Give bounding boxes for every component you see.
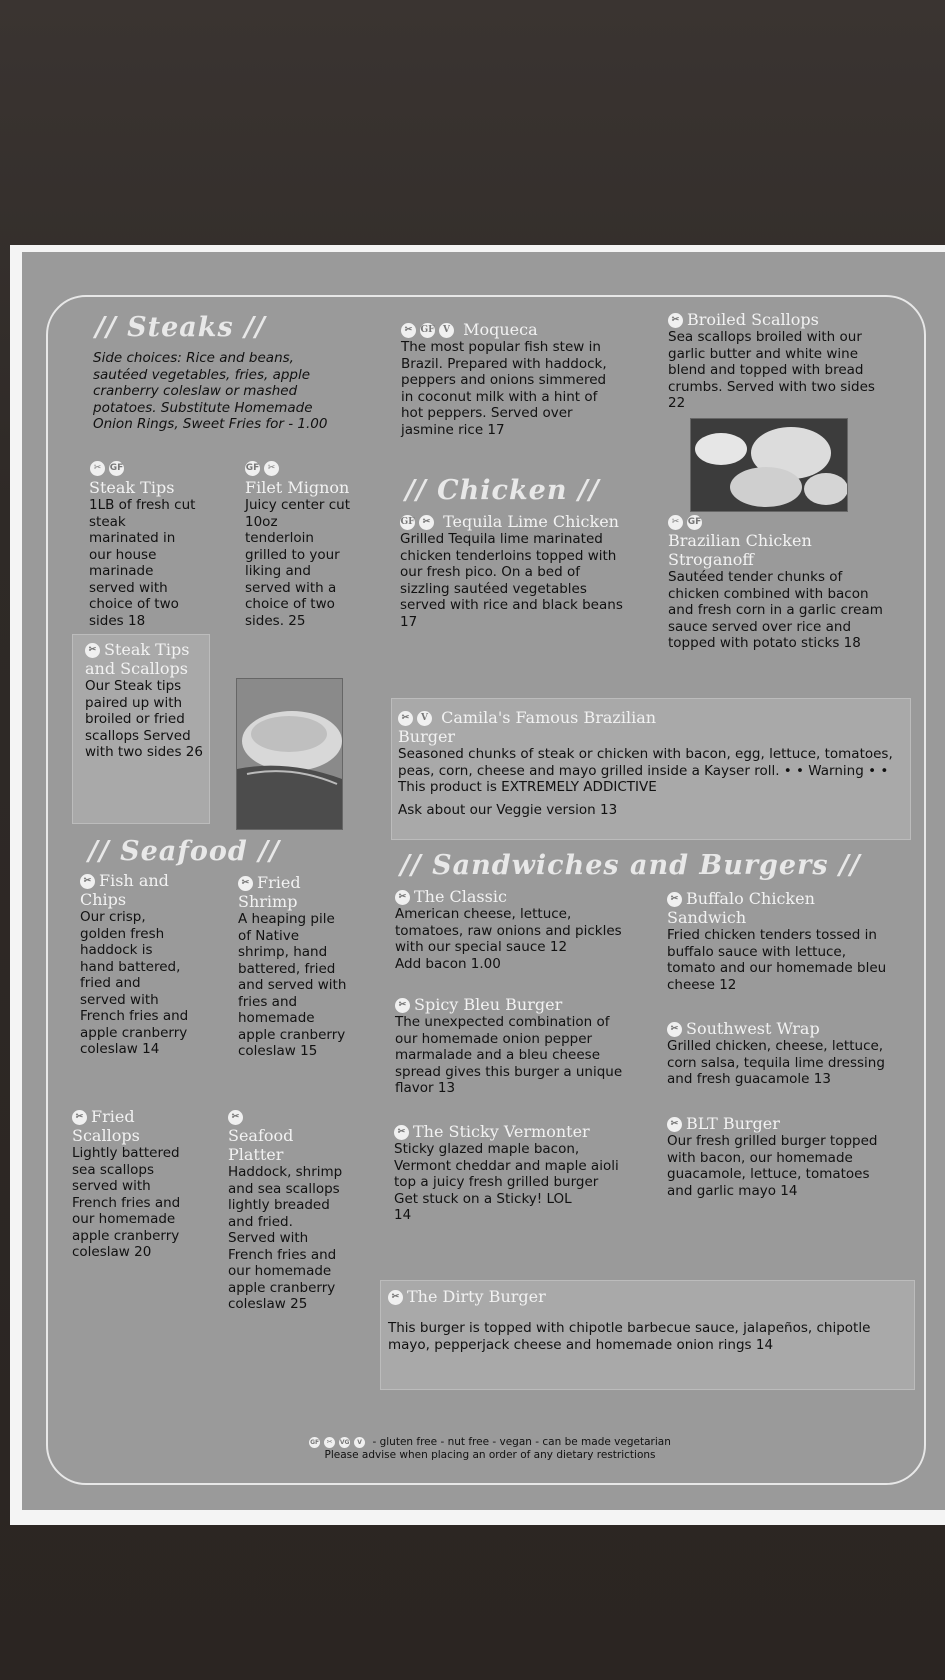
item-desc: Sea scallops broiled with our garlic butter and white wine blend and topped with bread crumbs. Served with two sides 22 <box>668 329 875 411</box>
sandwiches-title: // Sandwiches and Burgers // <box>400 850 861 881</box>
nut-free-icon: ✂ <box>394 1125 409 1140</box>
gluten-free-icon: GF <box>687 515 702 530</box>
menu-item-blt-burger <box>667 1114 892 1199</box>
menu-item-moqueca <box>401 320 621 438</box>
steaks-title: // Steaks // <box>95 312 266 343</box>
item-desc: Lightly battered sea scallops served with French fries and our homemade apple cranberry coleslaw 20 <box>72 1145 181 1260</box>
item-name: BLT Burger <box>686 1114 780 1133</box>
gluten-free-icon: GF <box>109 461 124 476</box>
nut-free-icon: ✂ <box>238 876 253 891</box>
item-desc: A heaping pile of Native shrimp, hand battered, fried and served with fries and homemade apple cranberry coleslaw 15 <box>238 911 347 1059</box>
item-desc: Grilled chicken, cheese, lettuce, corn salsa, tequila lime dressing and fresh guacamole 13 <box>667 1038 885 1087</box>
nut-free-icon: ✂ <box>419 515 434 530</box>
item-desc: The unexpected combination of our homemade onion pepper marmalade and a bleu cheese spread gives this burger a unique flavor 13 <box>395 1014 623 1096</box>
menu-item-fried-scallops <box>72 1107 187 1261</box>
filet-badges <box>245 458 283 477</box>
item-extra: Get stuck on a Sticky! LOL <box>394 1190 572 1207</box>
menu-item-camila-burger <box>398 708 903 818</box>
menu-item-seafood-platter <box>228 1107 343 1313</box>
dietary-legend <box>190 1436 790 1448</box>
nut-free-icon: ✂ <box>90 461 105 476</box>
menu-item-spicy-bleu <box>395 995 625 1097</box>
menu-item-steak-tips <box>89 478 199 629</box>
steaks-side-choices: Side choices: Rice and beans, sautéed vegetables, fries, apple cranberry coleslaw or mashed potatoes. Substitute Homemade Onion Rings, Sweet Fries for - 1.00 <box>93 350 328 432</box>
vegan-icon: VG <box>339 1438 350 1446</box>
nut-free-icon: ✂ <box>80 874 95 889</box>
scallops-photo <box>690 418 848 512</box>
nut-free-icon: ✂ <box>72 1110 87 1125</box>
steak-tips-badges <box>90 458 128 477</box>
menu-item-sticky-vermonter <box>394 1122 624 1224</box>
menu-item-chicken-stroganoff <box>668 531 893 652</box>
nut-free-icon: ✂ <box>401 323 416 338</box>
nut-free-icon: ✂ <box>228 1110 243 1125</box>
item-desc: Sticky glazed maple bacon, Vermont cheddar and maple aioli top a juicy fresh grilled burger <box>394 1141 619 1190</box>
food-photo-wrap <box>236 678 343 830</box>
item-name: The Classic <box>414 887 507 906</box>
nut-free-icon: ✂ <box>324 1437 335 1448</box>
menu-item-southwest-wrap <box>667 1019 892 1088</box>
item-name: Seafood Platter <box>228 1126 294 1164</box>
item-desc: This burger is topped with chipotle barbecue sauce, jalapeños, chipotle mayo, pepperjack cheese and homemade onion rings 14 <box>388 1320 871 1353</box>
item-name: Broiled Scallops <box>687 310 819 329</box>
item-desc: Sautéed tender chunks of chicken combined with bacon and fresh corn in a garlic cream sauce served over rice and topped with potato sticks 18 <box>668 569 883 651</box>
item-name: Southwest Wrap <box>686 1019 820 1038</box>
dietary-advise: Please advise when placing an order of any dietary restrictions <box>324 1449 656 1461</box>
nut-free-icon: ✂ <box>85 643 100 658</box>
gluten-free-icon: GF <box>400 515 415 530</box>
stroganoff-badges <box>668 512 893 531</box>
vegetarian-icon: V <box>354 1437 365 1448</box>
nut-free-icon: ✂ <box>395 998 410 1013</box>
veggie-note: Ask about our Veggie version 13 <box>398 801 618 818</box>
item-name: Fried Shrimp <box>238 873 301 911</box>
gluten-free-icon: GF <box>420 323 435 338</box>
nut-free-icon: ✂ <box>395 890 410 905</box>
nut-free-icon: ✂ <box>668 515 683 530</box>
item-desc: Juicy center cut 10oz tenderloin grilled to your liking and served with a choice of two sides. 25 <box>245 497 350 629</box>
vegetarian-icon: V <box>439 323 454 338</box>
item-name: Fried Scallops <box>72 1107 140 1145</box>
nut-free-icon: ✂ <box>264 461 279 476</box>
menu-item-buffalo-chicken <box>667 889 892 993</box>
item-name: Spicy Bleu Burger <box>414 995 563 1014</box>
vegetarian-icon: V <box>417 711 432 726</box>
menu-item-fish-and-chips <box>80 871 190 1058</box>
item-name: Moqueca <box>463 320 538 339</box>
seafood-title: // Seafood // <box>88 836 280 867</box>
item-name: Steak Tips and Scallops <box>85 640 190 678</box>
item-name: Camila's Famous Brazilian Burger <box>398 708 657 746</box>
menu-item-broiled-scallops <box>668 310 893 412</box>
nut-free-icon: ✂ <box>398 711 413 726</box>
item-name: The Dirty Burger <box>407 1287 546 1306</box>
menu-item-fried-shrimp <box>238 873 348 1060</box>
item-desc: American cheese, lettuce, tomatoes, raw onions and pickles with our special sauce 12 <box>395 906 622 955</box>
item-name: Fish and Chips <box>80 871 169 909</box>
menu-item-dirty-burger <box>388 1287 908 1353</box>
item-desc: The most popular fish stew in Brazil. Prepared with haddock, peppers and onions simmered in coconut milk with a hint of hot peppers. Served over jasmine rice 17 <box>401 339 607 438</box>
gluten-free-icon: GF <box>245 461 260 476</box>
item-desc: Haddock, shrimp and sea scallops lightly breaded and fried. Served with French fries and our homemade apple cranberry coleslaw 25 <box>228 1164 343 1312</box>
dietary-legend-text: - gluten free - nut free - vegan - can be made vegetarian <box>372 1436 671 1448</box>
nut-free-icon: ✂ <box>667 892 682 907</box>
item-desc: Fried chicken tenders tossed in buffalo sauce with lettuce, tomato and our homemade bleu cheese 12 <box>667 927 887 993</box>
item-name: Tequila Lime Chicken <box>443 512 619 531</box>
nut-free-icon: ✂ <box>667 1117 682 1132</box>
item-name: Steak Tips <box>89 478 175 497</box>
item-desc: Our crisp, golden fresh haddock is hand battered, fried and served with French fries and apple cranberry coleslaw 14 <box>80 909 189 1057</box>
item-desc: Our Steak tips paired up with broiled or fried scallops Served with two sides 26 <box>85 678 203 760</box>
chicken-title: // Chicken // <box>405 475 600 506</box>
item-extra: Add bacon 1.00 <box>395 955 501 972</box>
item-name: The Sticky Vermonter <box>413 1122 590 1141</box>
item-price: 14 <box>394 1207 412 1223</box>
item-name: Brazilian Chicken Stroganoff <box>668 531 812 569</box>
item-desc: Our fresh grilled burger topped with bacon, our homemade guacamole, lettuce, tomatoes and garlic mayo 14 <box>667 1133 878 1199</box>
item-desc: Seasoned chunks of steak or chicken with bacon, egg, lettuce, tomatoes, peas, corn, cheese and mayo grilled inside a Kayser roll. • • Warning • • This product is EXTREMELY ADDICTIVE <box>398 746 893 795</box>
nut-free-icon: ✂ <box>668 313 683 328</box>
nut-free-icon: ✂ <box>388 1290 403 1305</box>
nut-free-icon: ✂ <box>667 1022 682 1037</box>
gluten-free-icon: GF <box>310 1438 320 1446</box>
menu-item-the-classic <box>395 887 625 972</box>
item-name: Buffalo Chicken Sandwich <box>667 889 815 927</box>
item-name: Filet Mignon <box>245 478 350 497</box>
menu-item-tequila-lime-chicken <box>400 512 625 630</box>
menu-item-filet-mignon <box>245 478 350 629</box>
item-desc: Grilled Tequila lime marinated chicken tenderloins topped with our fresh pico. On a bed of sizzling sautéed vegetables served with rice and black beans 17 <box>400 531 623 630</box>
menu-item-steak-tips-scallops <box>85 640 203 761</box>
item-desc: 1LB of fresh cut steak marinated in our house marinade served with choice of two sides 18 <box>89 497 196 629</box>
